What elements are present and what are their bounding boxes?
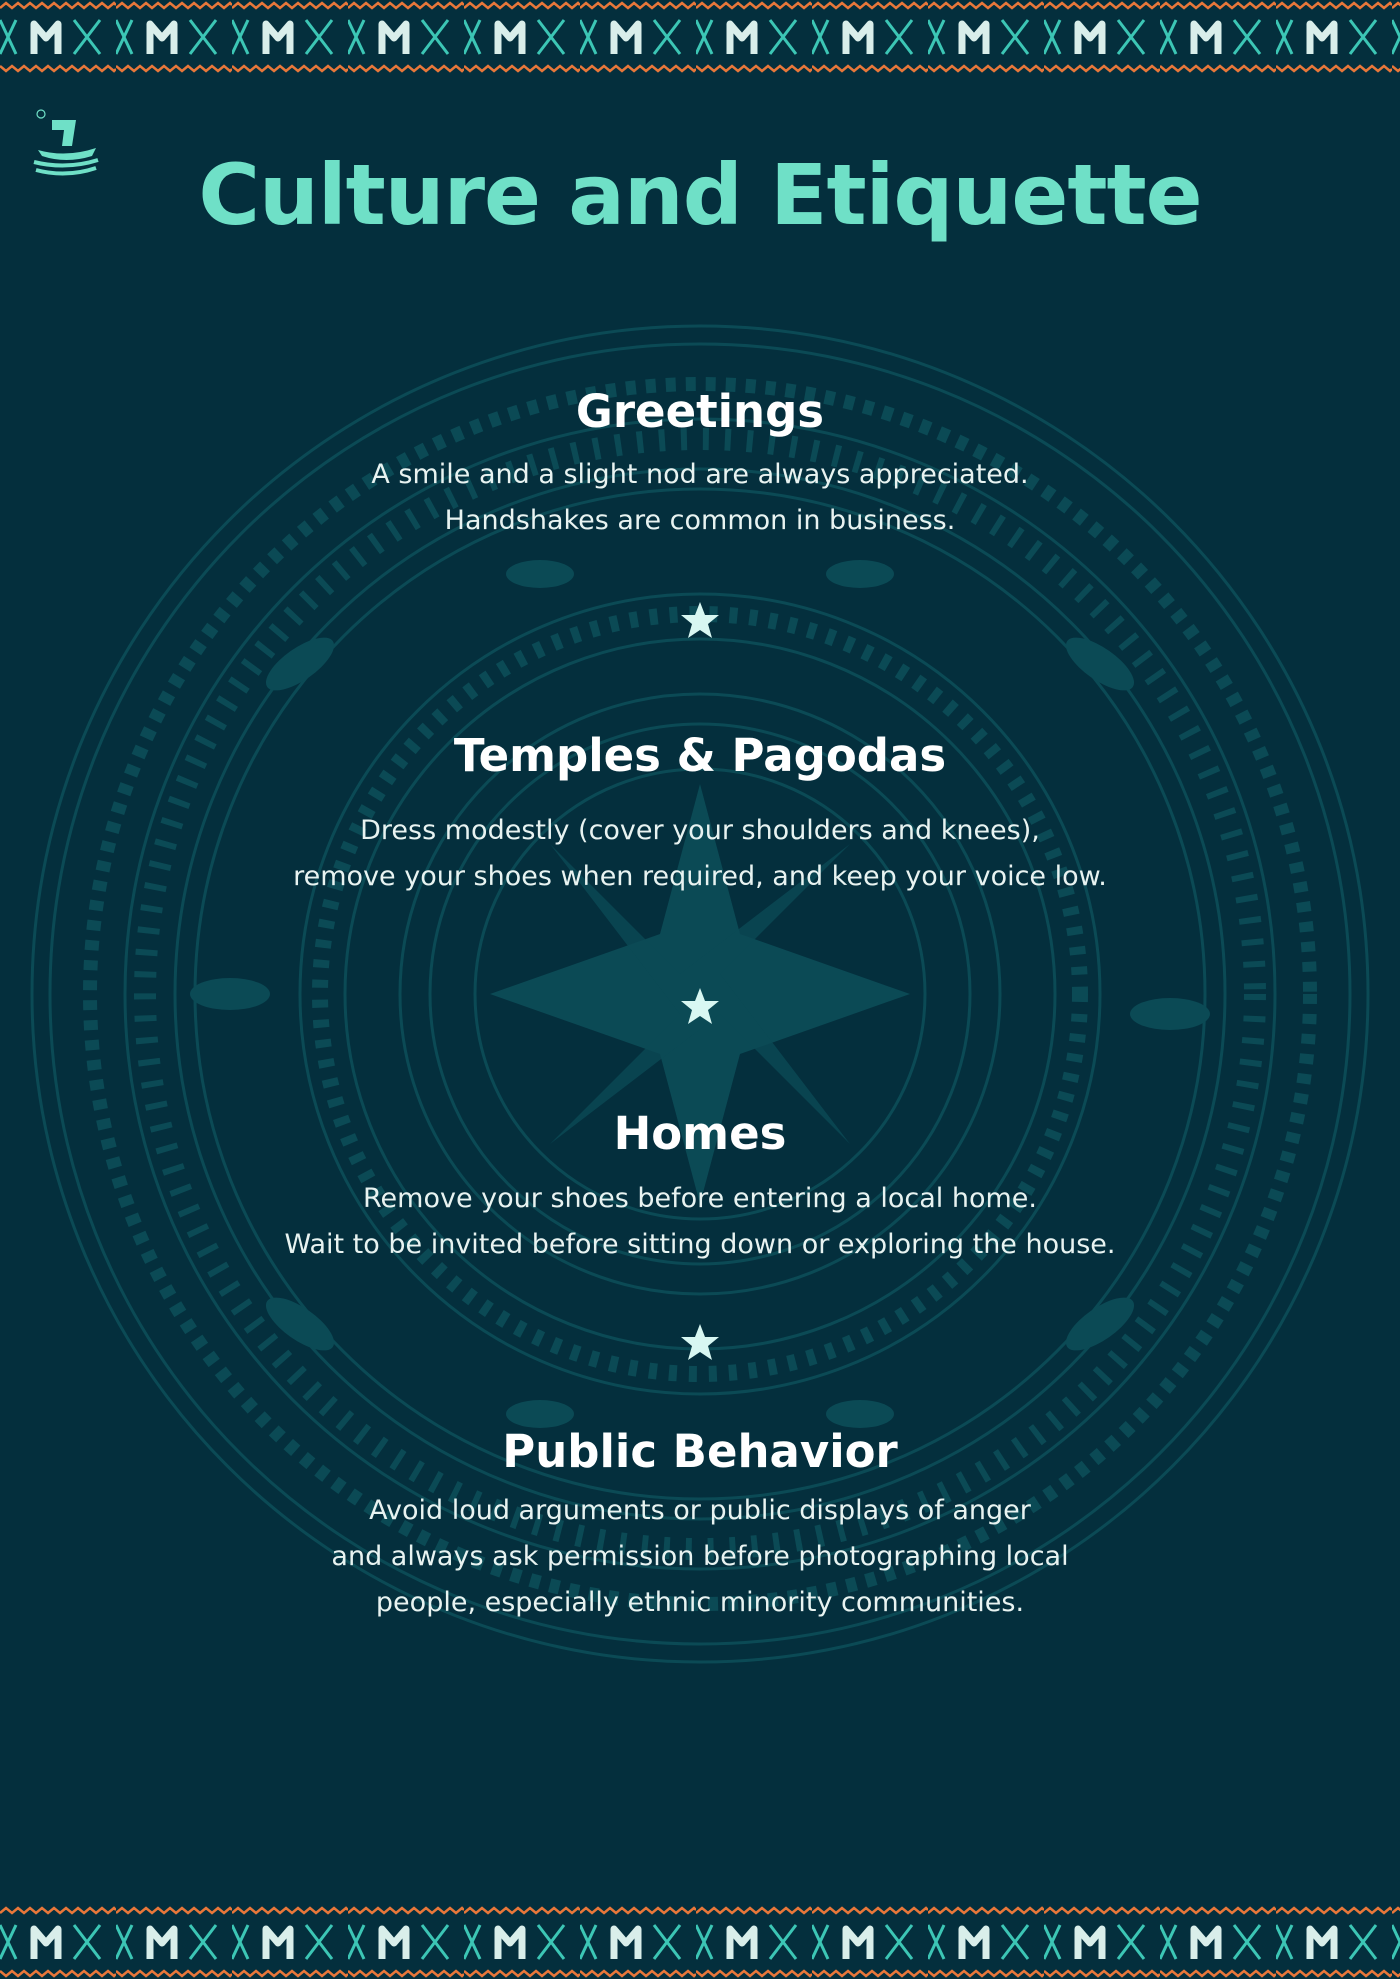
section-body xyxy=(0,1176,1400,1268)
section-heading: Public Behavior xyxy=(502,1425,898,1478)
section-body-line: Remove your shoes before entering a local home. xyxy=(363,1183,1037,1214)
star-icon xyxy=(680,600,720,640)
section-body-line: and always ask permission before photographing local xyxy=(331,1541,1069,1572)
section-heading: Temples & Pagodas xyxy=(453,729,947,782)
section-heading: Homes xyxy=(613,1107,787,1160)
section-body-line: Handshakes are common in business. xyxy=(444,505,956,536)
section-body-line: people, especially ethnic minority communities. xyxy=(375,1587,1025,1618)
section-greetings xyxy=(0,380,1400,544)
section-body-line: Avoid loud arguments or public displays of anger xyxy=(369,1495,1031,1526)
section-public-behavior xyxy=(0,1420,1400,1626)
section-body-line: Dress modestly (cover your shoulders and knees), xyxy=(360,815,1040,846)
section-heading: Greetings xyxy=(575,385,825,438)
star-icon xyxy=(680,1322,720,1362)
section-body xyxy=(0,1488,1400,1626)
section-body-line: A smile and a slight nod are always appreciated. xyxy=(371,459,1029,490)
section-body xyxy=(0,452,1400,544)
star-icon xyxy=(680,986,720,1026)
bottom-border-pattern xyxy=(0,1905,1400,1979)
section-homes xyxy=(0,1102,1400,1268)
section-body xyxy=(0,808,1400,900)
page-title: Culture and Etiquette xyxy=(198,146,1202,244)
section-temples-pagodas xyxy=(0,724,1400,900)
section-body-line: Wait to be invited before sitting down or exploring the house. xyxy=(284,1229,1116,1260)
top-border-pattern xyxy=(0,0,1400,74)
section-body-line: remove your shoes when required, and keep your voice low. xyxy=(293,861,1107,892)
